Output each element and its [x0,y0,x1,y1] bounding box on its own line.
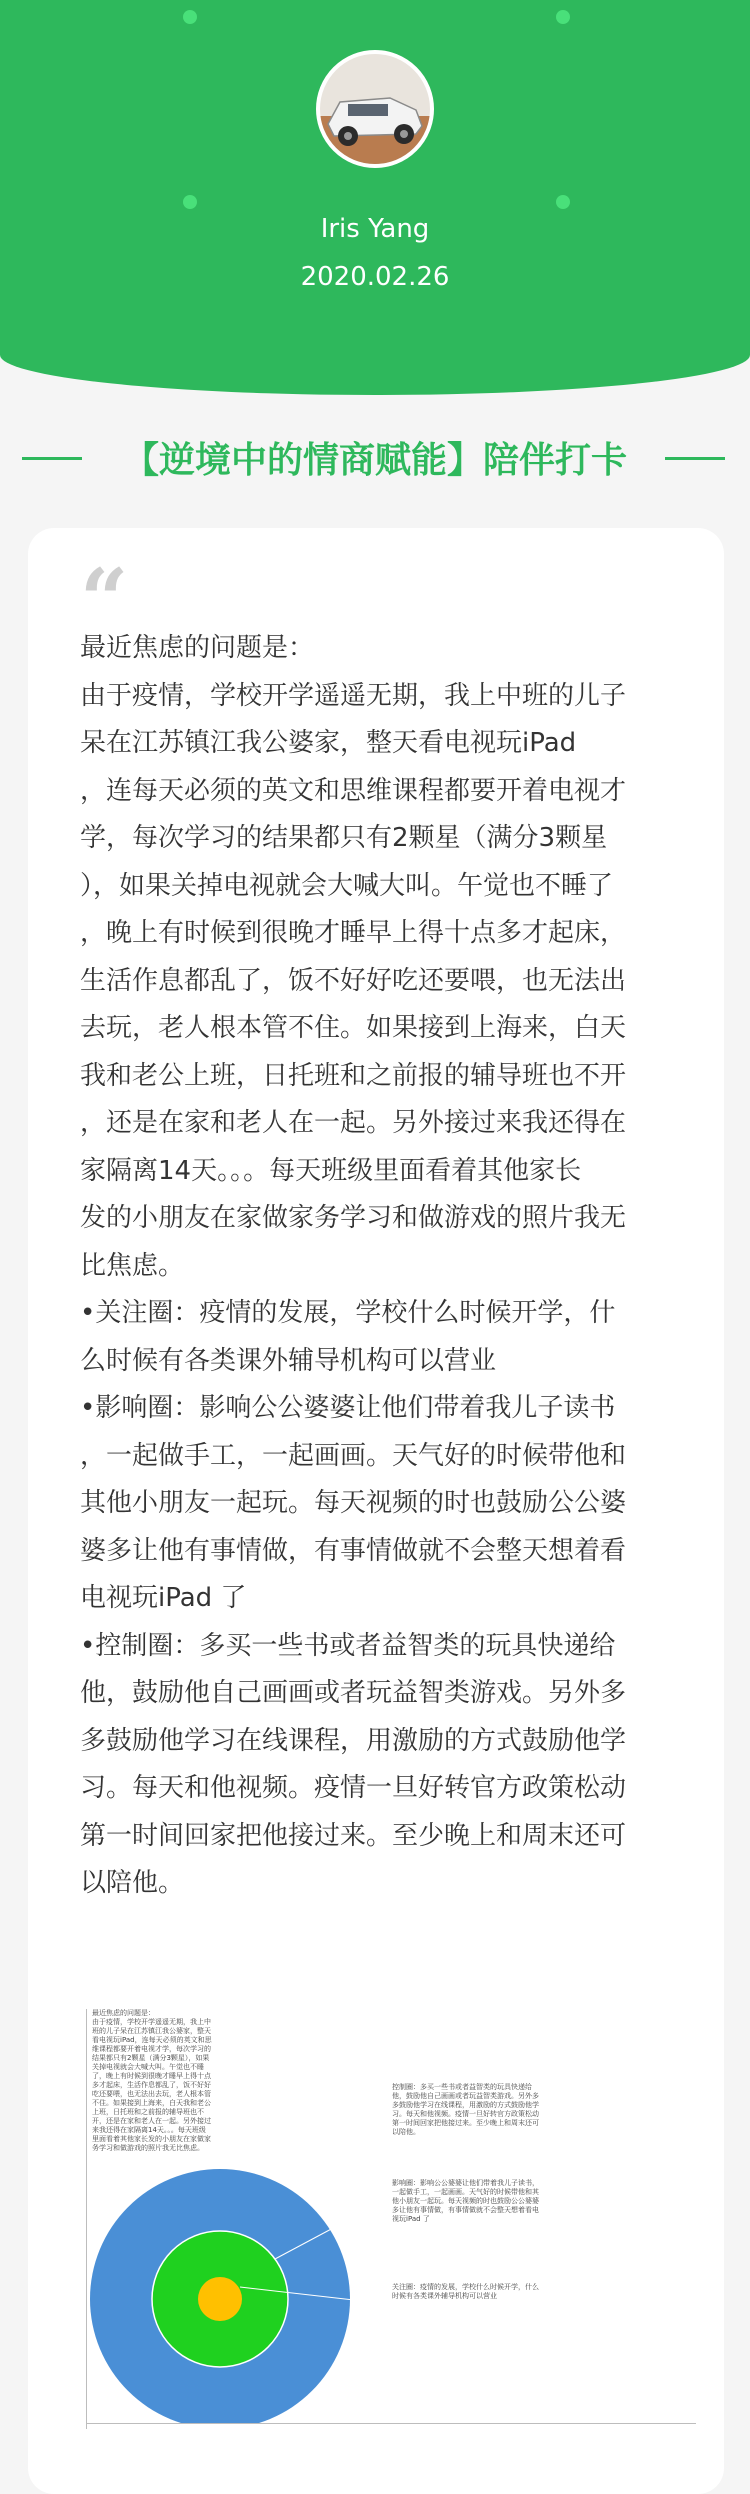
embed-left-text: 最近焦虑的问题是： 由于疫情，学校开学遥遥无期，我上中班的儿子呆在江苏镇江我公婆家，整天看电视玩iPad，连每天必须的英文和思维课程都要开着电视才学，每次学习的结果都只有2颗星（满分3颗星），如果关掉电视就会大喊大叫。午觉也不睡了，晚上有时候到很晚才睡早上得十点多才起床，生活作息都乱了，饭不好好吃还要喂，也无法出去玩，老人根本管不住。如果接到上海来，白天我和老公上班，日托班和之前报的辅导班也不开，还是在家和老人在一起。另外接过来我还得在家隔离14天。。。每天班级里面看着其他家长发的小朋友在家做家务学习和做游戏的照片我无比焦虑。 [92,2009,212,2152]
embed-control-text: 控制圈：多买一些书或者益智类的玩具快递给他，鼓励他自己画画或者玩益智类游戏。另外多多鼓励他学习在线课程，用激励的方式鼓励他学习。每天和他视频。疫情一旦好转官方政策松动第一时间回家把他接过来。至少晚上和周末还可以陪他。 [392,2083,539,2136]
text-line: 习。每天和他视频。疫情一旦好转官方政策松动 [80,1773,627,1803]
embedded-image[interactable] [80,2003,700,2423]
profile-header [0,0,750,395]
text-line: 呆在江苏镇江我公婆家，整天看电视玩iPad [80,728,577,758]
text-line: 比焦虑。 [80,1250,185,1281]
text-line: 其他小朋友一起玩。每天视频的时也鼓励公公婆 [80,1488,627,1518]
text-line: 以陪他。 [80,1868,185,1898]
car-photo-icon [320,54,430,164]
text-line: ，一起做手工，一起画画。天气好的时候带他和 [80,1440,627,1471]
text-line: 电视玩iPad 了 [80,1583,247,1613]
text-line: 生活作息都乱了，饭不好好吃还要喂，也无法出 [80,965,627,996]
user-name: Iris Yang [320,214,430,244]
text-line: 他，鼓励他自己画画或者玩益智类游戏。另外多 [80,1678,627,1708]
post-date: 2020.02.26 [300,262,450,292]
circle-diagram [80,2003,700,2423]
decor-dot [183,195,197,209]
quote-icon: “ [80,550,129,649]
text-line: 最近焦虑的问题是： [80,633,315,663]
text-line: ），如果关掉电视就会大喊大叫。午觉也不睡了 [80,870,614,901]
text-line: 多鼓励他学习在线课程，用激励的方式鼓励他学 [80,1725,627,1756]
text-line: •关注圈：疫情的发展，学校什么时候开学，什 [80,1298,616,1328]
text-line: •控制圈：多买一些书或者益智类的玩具快递给 [80,1630,616,1661]
avatar[interactable] [316,50,434,168]
banner-line-right [665,457,725,460]
text-line: 学，每次学习的结果都只有2颗星（满分3颗星 [80,823,608,853]
text-line: 家隔离14天。。。每天班级里面看着其他家长 [80,1155,582,1186]
text-line: •影响圈：影响公公婆婆让他们带着我儿子读书 [80,1393,616,1423]
embed-concern-text: 关注圈：疫情的发展，学校什么时候开学，什么时候有各类课外辅导机构可以营业 [392,2283,539,2300]
text-line: 第一时间回家把他接过来。至少晚上和周末还可 [80,1820,627,1851]
embed-influence-text: 影响圈：影响公公婆婆让他们带着我儿子读书，一起做手工，一起画画。天气好的时候带他和其他小朋友一起玩。每天视频的时也鼓励公公婆婆多让他有事情做，有事情做就不会整天想着看电视玩iPad 了 [392,2179,539,2223]
text-line: 我和老公上班，日托班和之前报的辅导班也不开 [80,1060,627,1091]
text-line: 由于疫情，学校开学遥遥无期，我上中班的儿子 [80,680,627,711]
text-line: ，连每天必须的英文和思维课程都要开着电视才 [80,775,627,806]
decor-dot [183,10,197,24]
inner-circle [198,2277,242,2321]
decor-dot [556,195,570,209]
text-line: 去玩，老人根本管不住。如果接到上海来，白天 [80,1013,627,1043]
text-line: 发的小朋友在家做家务学习和做游戏的照片我无 [80,1203,627,1233]
post-text [80,625,690,1908]
text-line: ，晚上有时候到很晚才睡早上得十点多才起床， [80,918,627,948]
banner-title: 【逆境中的情商赋能】陪伴打卡 [122,440,627,481]
decor-dot [556,10,570,24]
text-line: ，还是在家和老人在一起。另外接过来我还得在 [80,1108,627,1138]
embed-border-bottom [86,2423,696,2424]
text-line: 婆多让他有事情做，有事情做就不会整天想着看 [80,1535,627,1566]
text-line: 么时候有各类课外辅导机构可以营业 [80,1345,497,1376]
pointer-line [345,2103,380,2217]
